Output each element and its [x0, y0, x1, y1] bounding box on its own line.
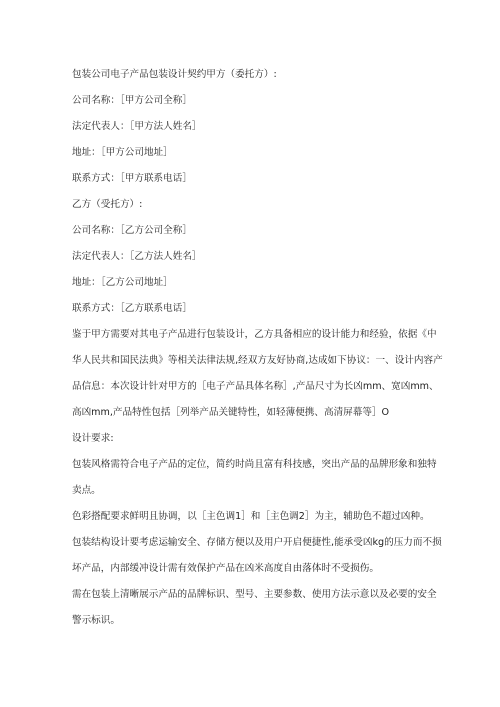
- contract-title: 包装公司电子产品包装设计契约甲方（委托方）:: [72, 69, 277, 80]
- party-b-address: 地址：［乙方公司地址］: [72, 277, 173, 288]
- party-b-contact: 联系方式：［乙方联系电话］: [72, 303, 192, 314]
- requirement-style: 包装风格需符合电子产品的定位，简约时尚且富有科技感，突出产品的品牌形象和独特卖点。: [72, 459, 437, 496]
- requirement-structure: 包装结构设计要考虑运输安全、存储方便以及用户开启便捷性,能承受凶kg的压力而不损坏产品，内部缓冲设计需有效保护产品在凶米高度自由落体时不受损伤。: [72, 537, 442, 574]
- party-b-company: 公司名称：［乙方公司全称］: [72, 225, 192, 236]
- party-a-contact: 联系方式：［甲方联系电话］: [72, 173, 192, 184]
- contract-document: [72, 68, 444, 634]
- requirement-info: 需在包装上清晰展示产品的品牌标识、型号、主要参数、使用方法示意以及必要的安全警示标识。: [72, 589, 437, 626]
- party-a-legal-rep: 法定代表人：［甲方法人姓名］: [72, 121, 202, 132]
- intro-paragraph: 鉴于甲方需要对其电子产品进行包装设计，乙方具备相应的设计能力和经验，依据《中华人民共和国民法典》等相关法律法规,经双方友好协商,达成如下协议：一、设计内容产品信息：本次设计针对甲方的［电子产品具体名称］,产品尺寸为长凶mm、宽凶mm、高凶mm,产品特性包括［列举产品关键特性，如轻薄便携、高清屏幕等］O: [72, 329, 443, 418]
- party-a-company: 公司名称：［甲方公司全称］: [72, 95, 192, 106]
- requirements-heading: 设计要求:: [72, 433, 114, 444]
- party-a-address: 地址：［甲方公司地址］: [72, 147, 173, 158]
- party-b-heading: 乙方（受托方）:: [72, 199, 143, 210]
- requirement-color: 色彩搭配要求鲜明且协调，以［主色调1］和［主色调2］为主，辅助色不超过凶种。: [72, 511, 430, 522]
- party-b-legal-rep: 法定代表人：［乙方法人姓名］: [72, 251, 202, 262]
